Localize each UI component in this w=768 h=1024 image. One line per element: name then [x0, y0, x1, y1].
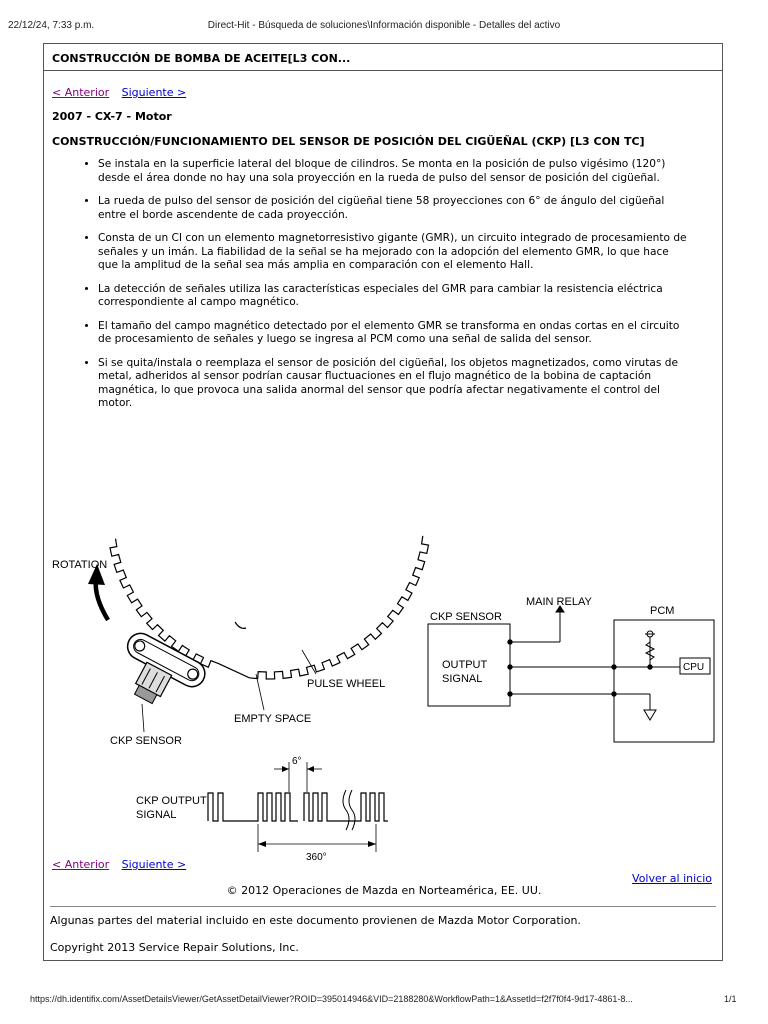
next-link-bottom[interactable]: Siguiente > [121, 858, 187, 871]
prev-link[interactable]: < Anterior [52, 86, 110, 99]
divider [50, 906, 716, 907]
label-ckp-output-signal: SIGNAL [136, 809, 177, 821]
label-rotation: ROTATION [52, 559, 108, 571]
label-360deg: 360° [306, 852, 327, 863]
back-to-top-link[interactable]: Volver al inicio [632, 872, 712, 885]
ckp-waveform [208, 762, 388, 852]
label-6deg: 6° [292, 756, 302, 767]
nav-top [52, 86, 195, 99]
footer-note: Algunas partes del material incluido en este documento provienen de Mazda Motor Corporation. [50, 914, 581, 927]
list-item: • Si se quita/instala o reemplaza el sensor de posición del cigüeñal, los objetos magnetizados, como virutas de metal, adheridos al sensor podrían causar fluctuaciones en el flujo magnético de la bobina de captación magnética, lo que provoca una salida anormal del sensor que podría afectar negativamente el control del motor. [98, 357, 690, 411]
label-output: OUTPUT [442, 659, 488, 671]
list-item: • Consta de un CI con un elemento magnetorresistivo gigante (GMR), un circuito integrado de procesamiento de señales y un imán. La fiabilidad de la señal se ha mejorado con la adopción del elemento GMR, lo que hace que la amplitud de la señal sea más amplia en comparación con el elemento Hall. [98, 232, 690, 273]
section-heading: CONSTRUCCIÓN/FUNCIONAMIENTO DEL SENSOR DE POSICIÓN DEL CIGÜEÑAL (CKP) [L3 CON TC] [52, 135, 645, 148]
list-item: • Se instala en la superficie lateral del bloque de cilindros. Se monta en la posición de pulso vigésimo (120°) desde el área donde no hay una sola proyección en la rueda de pulso del sensor de posición del cigüeñal. [98, 158, 690, 185]
label-ckp-output: CKP OUTPUT [136, 795, 207, 807]
ckp-diagram [44, 472, 722, 863]
label-pcm: PCM [650, 605, 675, 617]
label-cpu: CPU [683, 662, 705, 673]
label-signal: SIGNAL [442, 673, 483, 685]
label-ckp-sensor: CKP SENSOR [110, 735, 182, 747]
content-frame [43, 43, 723, 961]
label-main-relay: MAIN RELAY [526, 596, 592, 608]
frame-title: CONSTRUCCIÓN DE BOMBA DE ACEITE[L3 CON... [44, 44, 722, 71]
print-date: 22/12/24, 7:33 p.m. [8, 20, 95, 31]
mazda-copyright: © 2012 Operaciones de Mazda en Norteamérica, EE. UU. [226, 884, 542, 897]
next-link[interactable]: Siguiente > [121, 86, 187, 99]
print-header [0, 0, 768, 40]
bullet-list [84, 158, 690, 421]
print-title: Direct-Hit - Búsqueda de soluciones\Información disponible - Detalles del activo [207, 20, 561, 31]
list-item: • El tamaño del campo magnético detectado por el elemento GMR se transforma en ondas cortas en el circuito de procesamiento de señales y luego se ingresa al PCM como una señal de salida del sensor. [98, 320, 690, 347]
list-item: • La detección de señales utiliza las características especiales del GMR para cambiar la resistencia eléctrica correspondiente al campo magnético. [98, 283, 690, 310]
prev-link-bottom[interactable]: < Anterior [52, 858, 110, 871]
vehicle-model: 2007 - CX-7 - Motor [52, 110, 172, 123]
rotation-arrow-icon [88, 564, 108, 620]
label-empty-space: EMPTY SPACE [234, 713, 312, 725]
ckp-sensor-icon [108, 629, 209, 720]
page-number: 1/1 [724, 994, 737, 1004]
label-ckp-sensor-box: CKP SENSOR [430, 611, 502, 623]
nav-bottom [52, 858, 195, 871]
print-url: https://dh.identifix.com/AssetDetailsViewer/GetAssetDetailViewer?ROID=395014946&VID=2188280&WorkflowPath=1&AssetId=f2f7f0f4-9d17-4861-8... [30, 994, 633, 1004]
footer-copyright: Copyright 2013 Service Repair Solutions, Inc. [50, 941, 299, 954]
label-pulse-wheel: PULSE WHEEL [307, 678, 386, 690]
list-item: • La rueda de pulso del sensor de posición del cigüeñal tiene 58 proyecciones con 6° de ángulo del cigüeñal entre el borde ascendente de cada proyección. [98, 195, 690, 222]
